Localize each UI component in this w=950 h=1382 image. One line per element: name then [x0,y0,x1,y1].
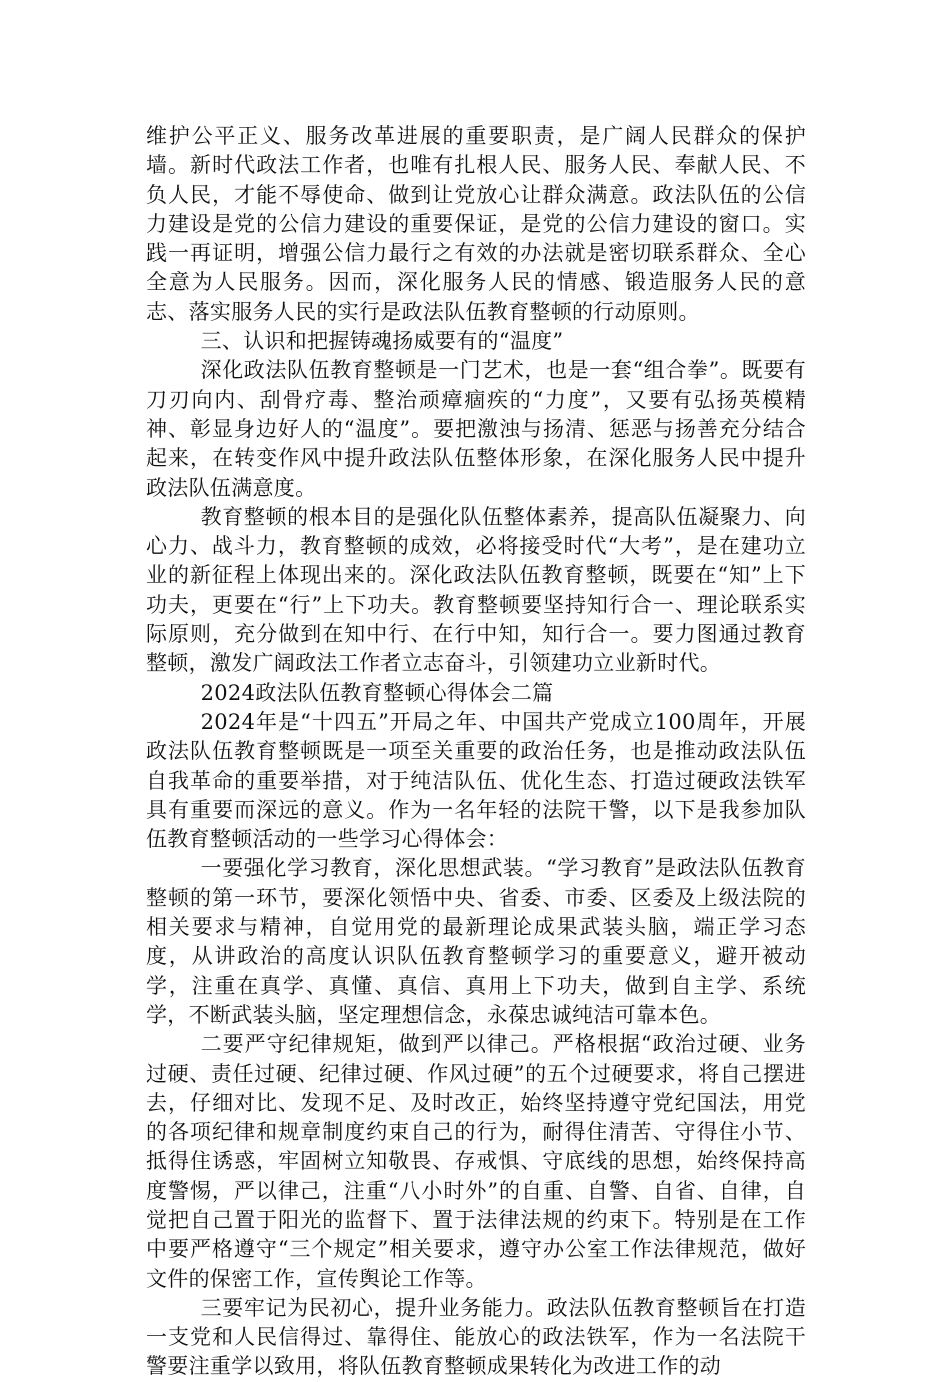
body-paragraph: 深化政法队伍教育整顿是一门艺术，也是一套“组合拳”。既要有刀刃向内、刮骨疗毒、整治顽瘴痼疾的“力度”，又要有弘扬英模精神、彰显身边好人的“温度”。要把激浊与扬清、惩恶与扬善充分结合起来，在转变作风中提升政法队伍整体形象，在深化服务人民中提升政法队伍满意度。 [146,358,806,500]
body-paragraph: 2024年是“十四五”开局之年、中国共产党成立100周年，开展政法队伍教育整顿既是一项至关重要的政治任务，也是推动政法队伍自我革命的重要举措，对于纯洁队伍、优化生态、打造过硬政法铁军具有重要而深远的意义。作为一名年轻的法院干警，以下是我参加队伍教育整顿活动的一些学习心得体会： [146,709,806,852]
article-title: 2024政法队伍教育整顿心得体会二篇 [200,680,554,705]
document-page [146,122,806,1382]
section-heading: 三、认识和把握铸魂扬威要有的“温度” [200,329,564,354]
body-paragraph: 一要强化学习教育，深化思想武装。“学习教育”是政法队伍教育整顿的第一环节，要深化领悟中央、省委、市委、区委及上级法院的相关要求与精神，自觉用党的最新理论成果武装头脑，端正学习态度，从讲政治的高度认识队伍教育整顿学习的重要意义，避开被动学，注重在真学、真懂、真信、真用上下功夫，做到自主学、系统学，不断武装头脑，坚定理想信念，永葆忠诚纯洁可靠本色。 [146,856,806,1027]
body-paragraph: 二要严守纪律规矩，做到严以律己。严格根据“政治过硬、业务过硬、责任过硬、纪律过硬、作风过硬”的五个过硬要求，将自己摆进去，仔细对比、发现不足、及时改正，始终坚持遵守党纪国法，用党的各项纪律和规章制度约束自己的行为，耐得住清苦、守得住小节、抵得住诱惑，牢固树立知敬畏、存戒惧、守底线的思想，始终保持高度警惕，严以律己，注重“八小时外”的自重、自警、自省、自律，自觉把自己置于阳光的监督下、置于法律法规的约束下。特别是在工作中要严格遵守“三个规定”相关要求，遵守办公室工作法律规范，做好文件的保密工作，宣传舆论工作等。 [146,1032,806,1291]
body-paragraph: 维护公平正义、服务改革进展的重要职责，是广阔人民群众的保护墙。新时代政法工作者，也唯有扎根人民、服务人民、奉献人民、不负人民，才能不辱使命、做到让党放心让群众满意。政法队伍的公信力建设是党的公信力建设的重要保证，是党的公信力建设的窗口。实践一再证明，增强公信力最行之有效的办法就是密切联系群众、全心全意为人民服务。因而，深化服务人民的情感、锻造服务人民的意志、落实服务人民的实行是政法队伍教育整顿的行动原则。 [146,124,806,324]
body-paragraph: 三要牢记为民初心，提升业务能力。政法队伍教育整顿旨在打造一支党和人民信得过、靠得住、能放心的政法铁军，作为一名法院干警要注重学以致用，将队伍教育整顿成果转化为改进工作的动 [146,1295,806,1379]
body-paragraph: 教育整顿的根本目的是强化队伍整体素养，提高队伍凝聚力、向心力、战斗力，教育整顿的成效，必将接受时代“大考”，是在建功立业的新征程上体现出来的。深化政法队伍教育整顿，既要在“知”上下功夫，更要在“行”上下功夫。教育整顿要坚持知行合一、理论联系实际原则，充分做到在知中行、在行中知，知行合一。要力图通过教育整顿，激发广阔政法工作者立志奋斗，引领建功立业新时代。 [146,504,806,676]
